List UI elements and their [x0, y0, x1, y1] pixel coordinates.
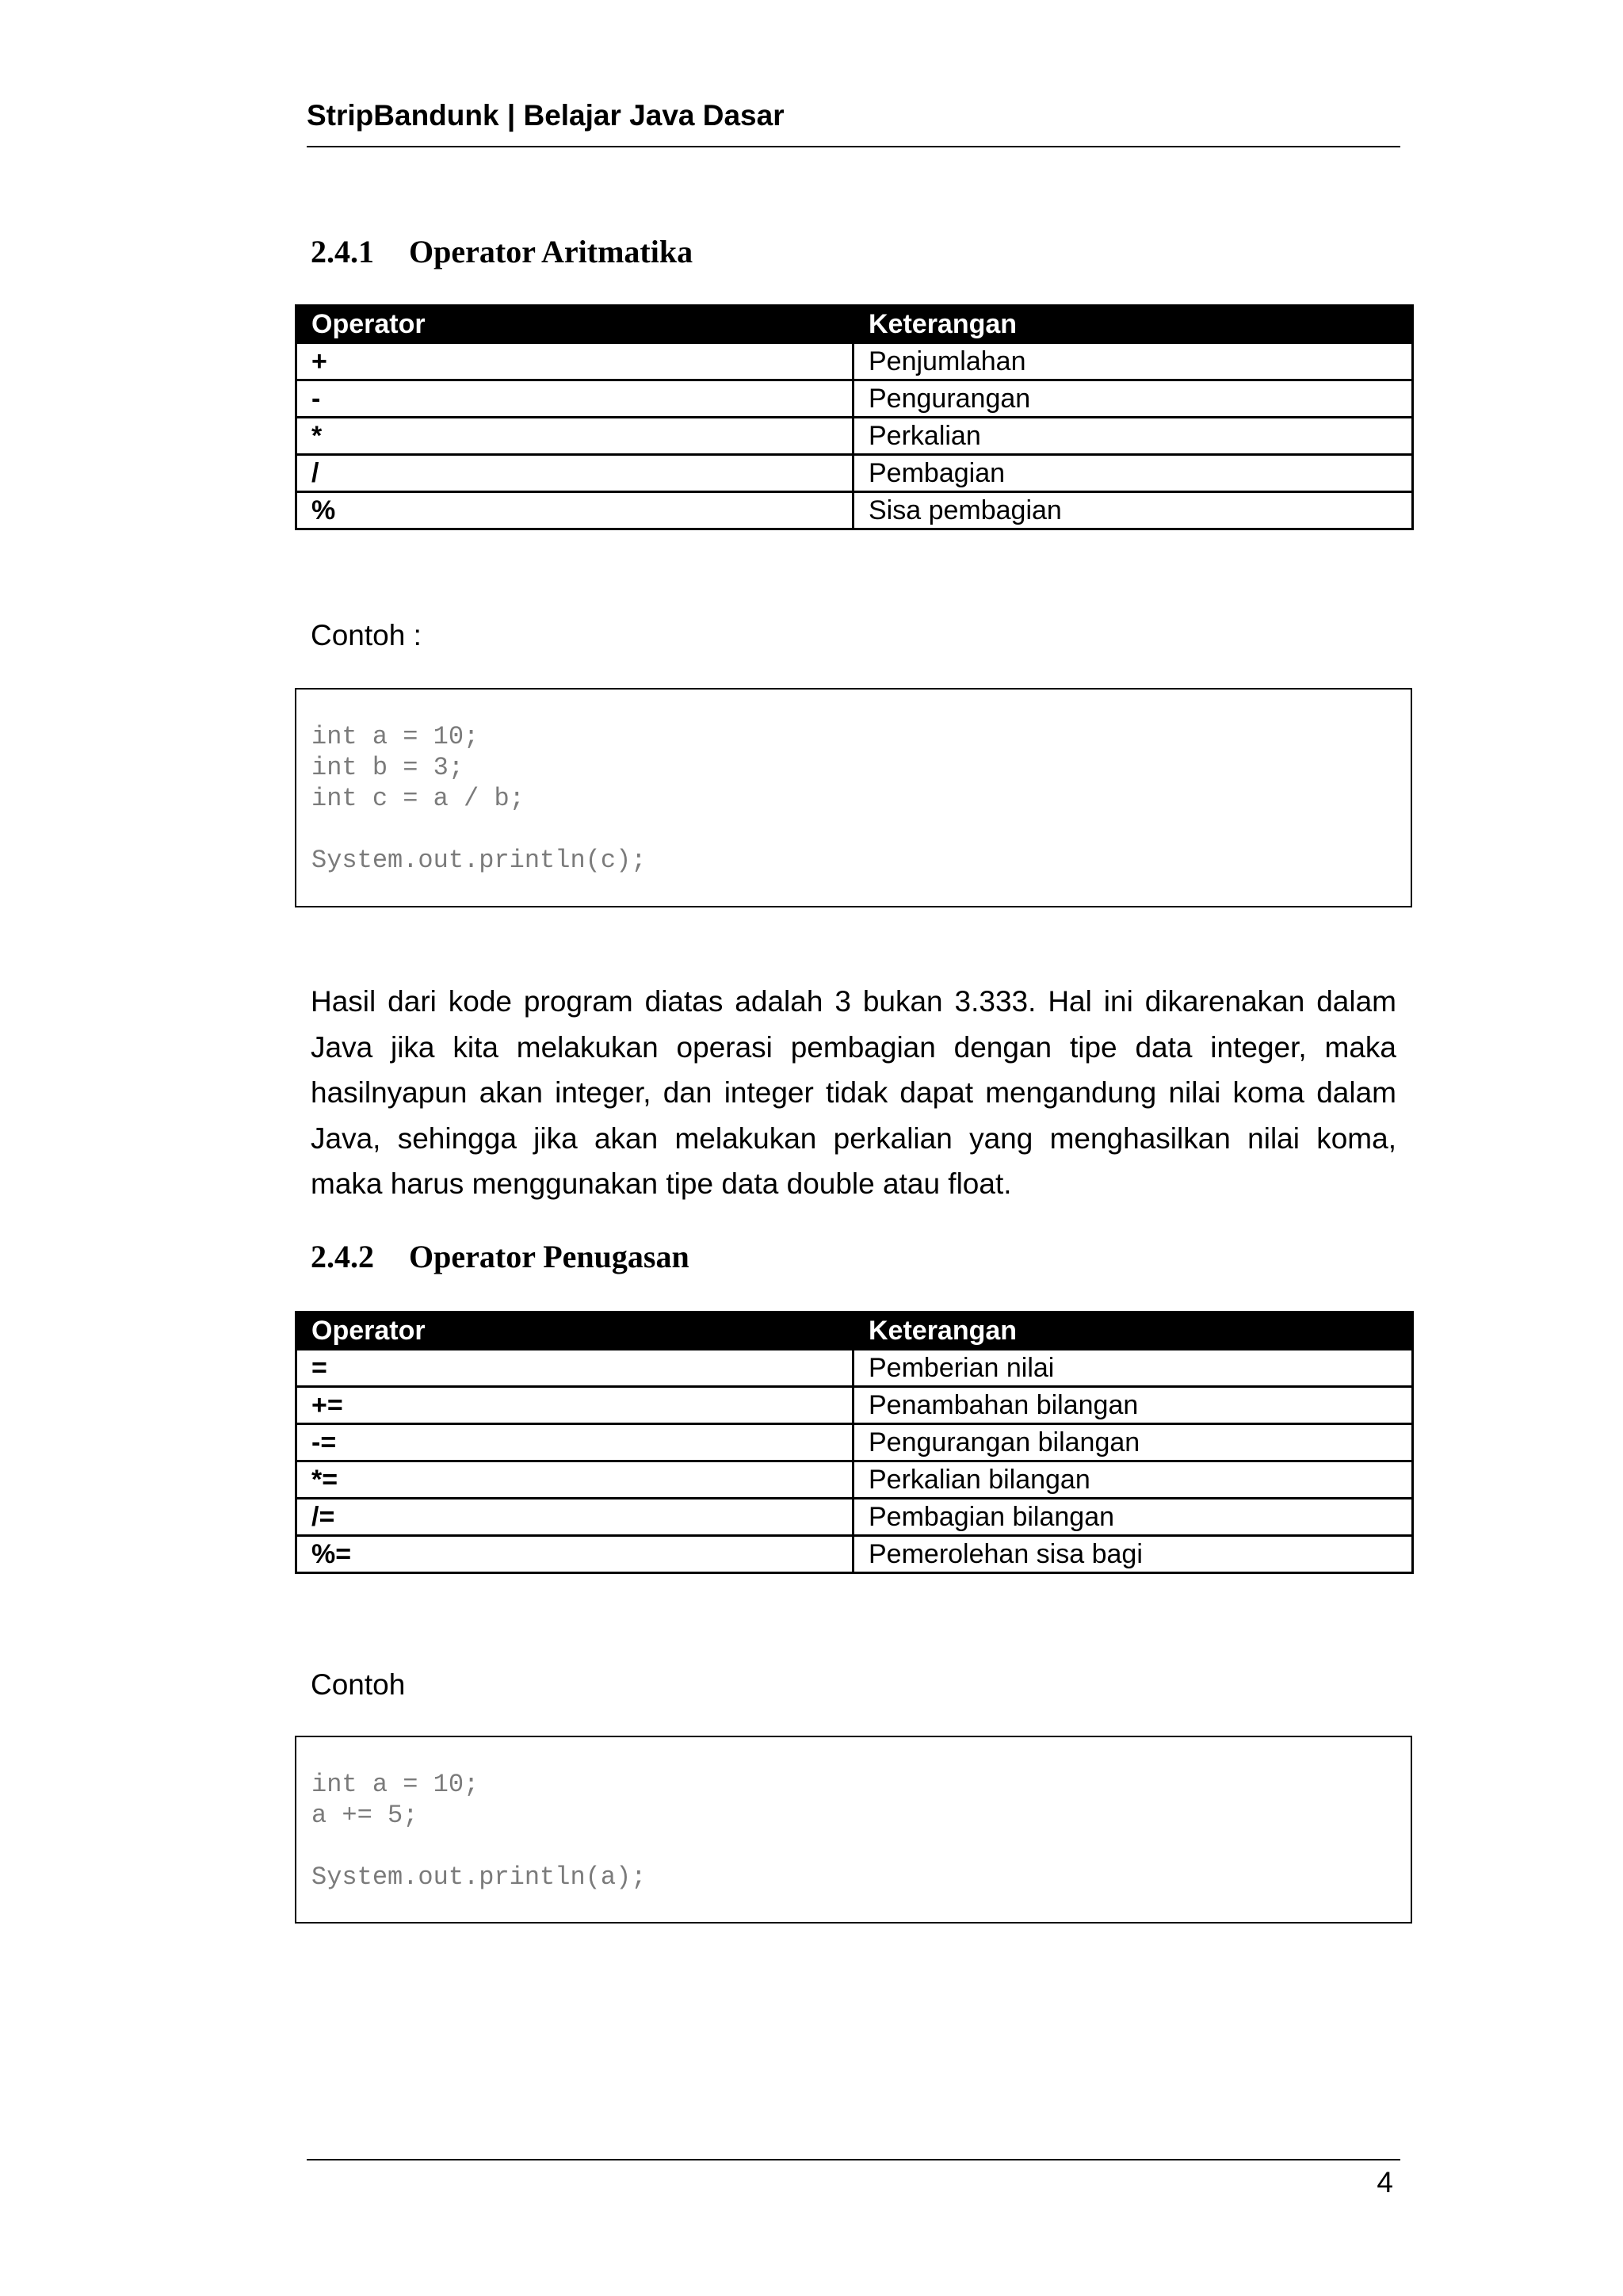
table-row: [296, 1536, 1413, 1573]
operator-cell: =: [296, 1350, 854, 1387]
description-cell: Penambahan bilangan: [854, 1387, 1413, 1424]
assignment-operator-table: [295, 1311, 1414, 1574]
example-label: Contoh: [311, 1668, 406, 1701]
description-cell: Pemerolehan sisa bagi: [854, 1536, 1413, 1573]
column-header-keterangan: Keterangan: [854, 306, 1413, 343]
header-divider: [307, 146, 1400, 147]
operator-cell: -=: [296, 1424, 854, 1461]
code-example-box: [295, 688, 1412, 907]
table-row: [296, 1387, 1413, 1424]
section-heading-penugasan: [311, 1238, 689, 1276]
page-number: 4: [1377, 2166, 1393, 2199]
description-cell: Pembagian: [854, 455, 1413, 492]
section-title: Operator Penugasan: [409, 1239, 689, 1274]
operator-cell: +: [296, 343, 854, 380]
table-row: [296, 492, 1413, 529]
description-cell: Pengurangan bilangan: [854, 1424, 1413, 1461]
code-snippet: int a = 10; a += 5; System.out.println(a);: [311, 1770, 647, 1892]
table-row: [296, 380, 1413, 418]
code-snippet: int a = 10; int b = 3; int c = a / b; System.out.println(c);: [311, 722, 647, 875]
section-title: Operator Aritmatika: [409, 234, 693, 269]
description-cell: Perkalian bilangan: [854, 1461, 1413, 1499]
table-header-row: [296, 1312, 1413, 1350]
table-row: [296, 343, 1413, 380]
operator-cell: /=: [296, 1499, 854, 1536]
table-row: [296, 1424, 1413, 1461]
code-example-box: [295, 1736, 1412, 1924]
description-cell: Pembagian bilangan: [854, 1499, 1413, 1536]
description-cell: Penjumlahan: [854, 343, 1413, 380]
table-row: [296, 1499, 1413, 1536]
operator-cell: %: [296, 492, 854, 529]
table-header-row: [296, 306, 1413, 343]
operator-cell: %=: [296, 1536, 854, 1573]
operator-cell: -: [296, 380, 854, 418]
table-row: [296, 455, 1413, 492]
arithmetic-operator-table: [295, 304, 1414, 530]
description-cell: Sisa pembagian: [854, 492, 1413, 529]
table-row: [296, 418, 1413, 455]
operator-cell: *=: [296, 1461, 854, 1499]
table-row: [296, 1461, 1413, 1499]
column-header-operator: Operator: [296, 306, 854, 343]
example-label: Contoh :: [311, 619, 422, 651]
description-cell: Pemberian nilai: [854, 1350, 1413, 1387]
explanation-paragraph: Hasil dari kode program diatas adalah 3 bukan 3.333. Hal ini dikarenakan dalam Java jika kita melakukan operasi pembagian dengan tipe data integer, maka hasilnyapun akan integer, dan integer tidak dapat mengandung nilai koma dalam Java, sehingga jika akan melakukan perkalian yang menghasilkan nilai koma, maka harus menggunakan tipe data double atau float.: [311, 985, 1396, 1200]
column-header-keterangan: Keterangan: [854, 1312, 1413, 1350]
section-number: 2.4.2: [311, 1239, 374, 1274]
description-cell: Perkalian: [854, 418, 1413, 455]
section-heading-aritmatika: [311, 233, 693, 271]
column-header-operator: Operator: [296, 1312, 854, 1350]
operator-cell: *: [296, 418, 854, 455]
table-row: [296, 1350, 1413, 1387]
section-number: 2.4.1: [311, 234, 374, 269]
operator-cell: +=: [296, 1387, 854, 1424]
running-header: StripBandunk | Belajar Java Dasar: [307, 99, 785, 132]
description-cell: Pengurangan: [854, 380, 1413, 418]
operator-cell: /: [296, 455, 854, 492]
footer-divider: [307, 2159, 1400, 2160]
